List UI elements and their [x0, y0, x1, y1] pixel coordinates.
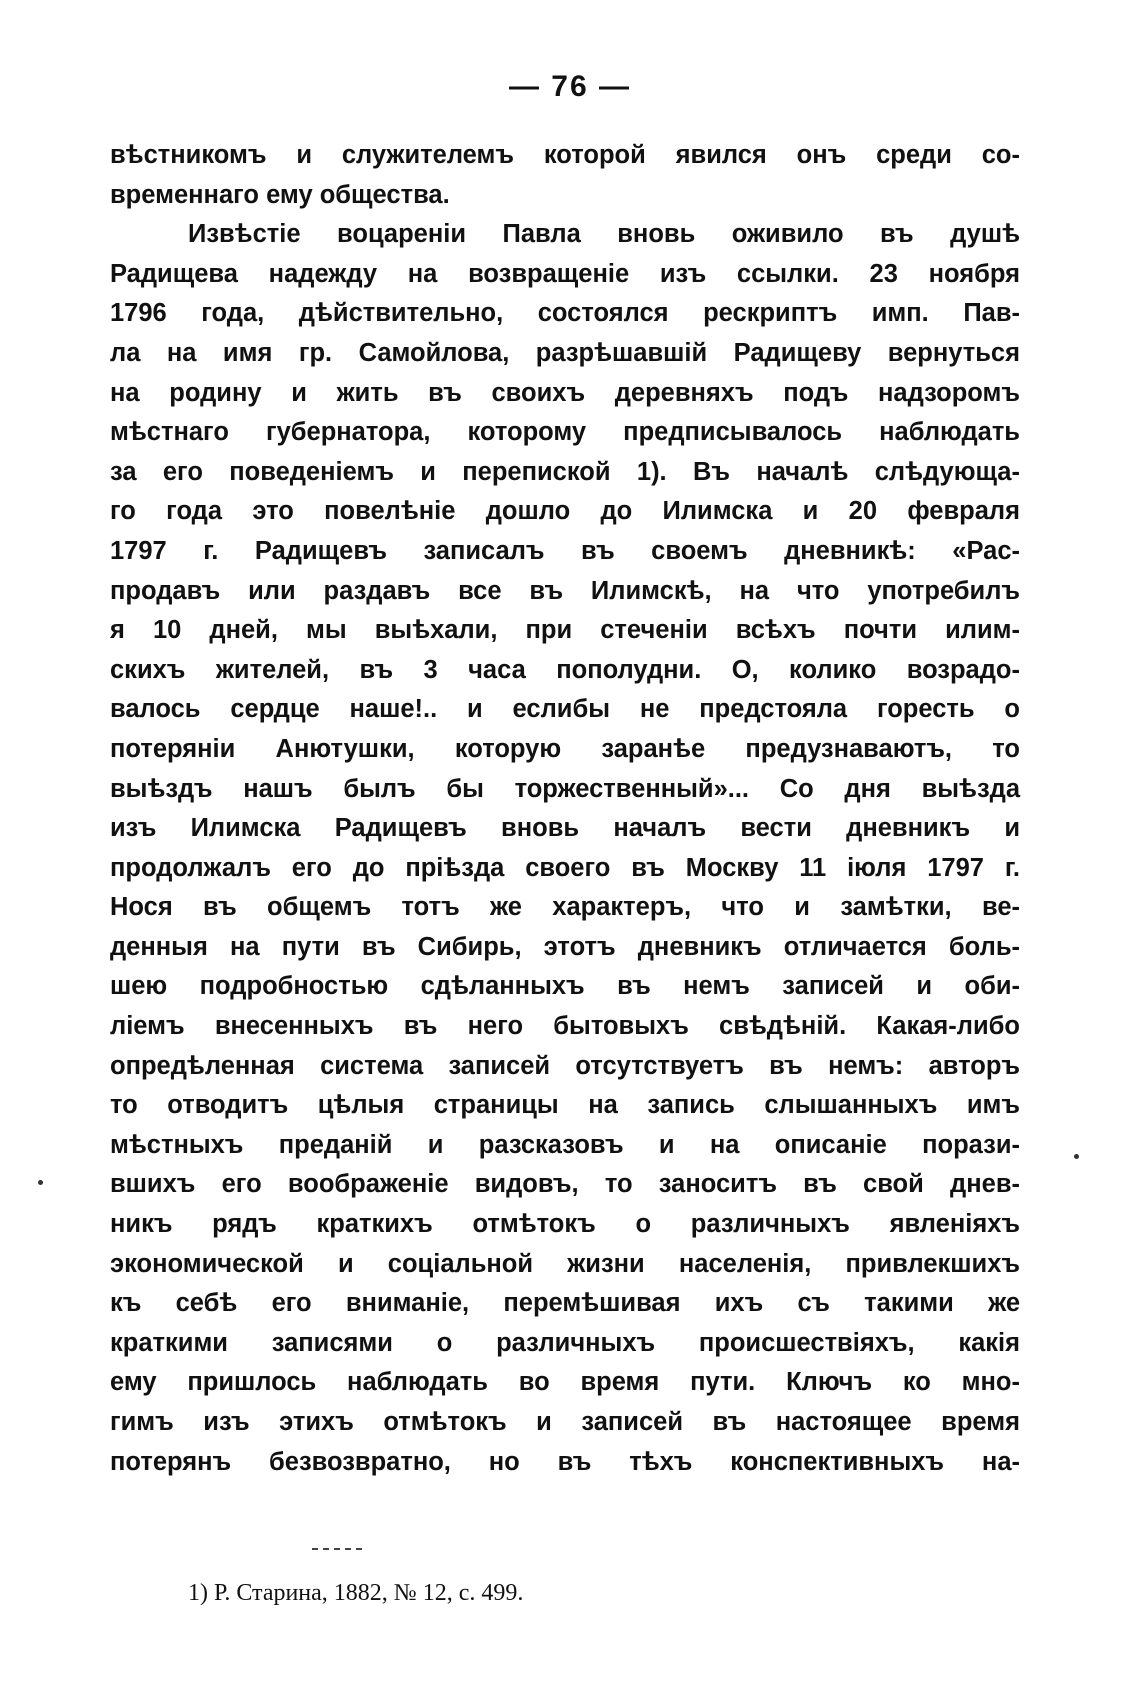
text-line: мѣстныхъ преданій и разсказовъ и на описаніе порази- — [110, 1130, 1020, 1159]
text-line: денныя на пути въ Сибирь, этотъ дневникъ отличается боль- — [110, 932, 1020, 961]
text-line: 1796 года, дѣйствительно, состоялся рескриптъ имп. Пав- — [110, 299, 1020, 328]
footnote-divider — [312, 1548, 362, 1550]
text-line: то отводитъ цѣлыя страницы на запись слышанныхъ имъ — [110, 1091, 1020, 1120]
print-speck — [38, 1180, 43, 1185]
text-line: го года это повелѣніе дошло до Илимска и 20 февраля — [110, 497, 1020, 526]
text-line: вѣстникомъ и служителемъ которой явился онъ среди со- — [110, 141, 1020, 169]
text-line: гимъ изъ этихъ отмѣтокъ и записей въ настоящее время — [110, 1408, 1020, 1436]
body-text — [110, 136, 1020, 1482]
text-line: никъ рядъ краткихъ отмѣтокъ о различныхъ явленіяхъ — [110, 1210, 1020, 1239]
text-line: я 10 дней, мы выѣхали, при стеченіи всѣхъ почти илим- — [110, 616, 1020, 645]
text-line: краткими записями о различныхъ происшествіяхъ, какія — [110, 1328, 1020, 1357]
print-speck — [1074, 1154, 1079, 1159]
text-line: экономической и соціальной жизни населенія, привлекшихъ — [110, 1249, 1020, 1278]
text-line: Извѣстіе воцареніи Павла вновь оживило въ душѣ — [188, 220, 1020, 249]
text-line: изъ Илимска Радищевъ вновь началъ вести дневникъ и — [110, 814, 1020, 843]
text-line: Нося въ общемъ тотъ же характеръ, что и замѣтки, ве- — [110, 893, 1020, 922]
text-line: мѣстнаго губернатора, которому предписывалось наблюдать — [110, 418, 1020, 447]
text-line: потерянъ безвозвратно, но въ тѣхъ конспективныхъ на- — [110, 1447, 1020, 1476]
text-line: за его поведеніемъ и перепиской 1). Въ началѣ слѣдующа- — [110, 457, 1020, 486]
text-line: къ себѣ его вниманіе, перемѣшивая ихъ съ такими же — [110, 1289, 1020, 1318]
text-line: временнаго ему общества. — [110, 180, 450, 209]
text-line: ему пришлось наблюдать во время пути. Ключъ ко мно- — [110, 1368, 1020, 1397]
text-line: на родину и жить въ своихъ деревняхъ подъ надзоромъ — [110, 378, 1020, 407]
text-line: скихъ жителей, въ 3 часа пополудни. О, колико возрадо- — [110, 655, 1020, 684]
text-line: вшихъ его воображеніе видовъ, то заноситъ въ свой днев- — [110, 1170, 1020, 1199]
text-line: Радищева надежду на возвращеніе изъ ссылки. 23 ноября — [110, 259, 1020, 288]
text-line: ліемъ внесенныхъ въ него бытовыхъ свѣдѣній. Какая-либо — [110, 1012, 1020, 1041]
text-line: шею подробностью сдѣланныхъ въ немъ записей и оби- — [110, 972, 1020, 1001]
text-line: валось сердце наше!.. и еслибы не предстояла горесть о — [110, 695, 1020, 724]
text-line: опредѣленная система записей отсутствуетъ въ немъ: авторъ — [110, 1051, 1020, 1080]
page-number: — 76 — — [508, 70, 632, 103]
text-line: выѣздъ нашъ былъ бы торжественный»... Со дня выѣзда — [110, 774, 1020, 803]
text-line: 1797 г. Радищевъ записалъ въ своемъ дневникѣ: «Рас- — [110, 536, 1020, 565]
footnote: 1) Р. Старина, 1882, № 12, с. 499. — [188, 1580, 524, 1606]
text-line: продолжалъ его до пріѣзда своего въ Москву 11 іюля 1797 г. — [110, 853, 1020, 882]
text-line: потеряніи Анютушки, которую заранѣе предузнаваютъ, то — [110, 734, 1020, 763]
text-line: продавъ или раздавъ все въ Илимскѣ, на что употребилъ — [110, 576, 1020, 605]
text-line: ла на имя гр. Самойлова, разрѣшавшій Радищеву вернуться — [110, 338, 1020, 367]
